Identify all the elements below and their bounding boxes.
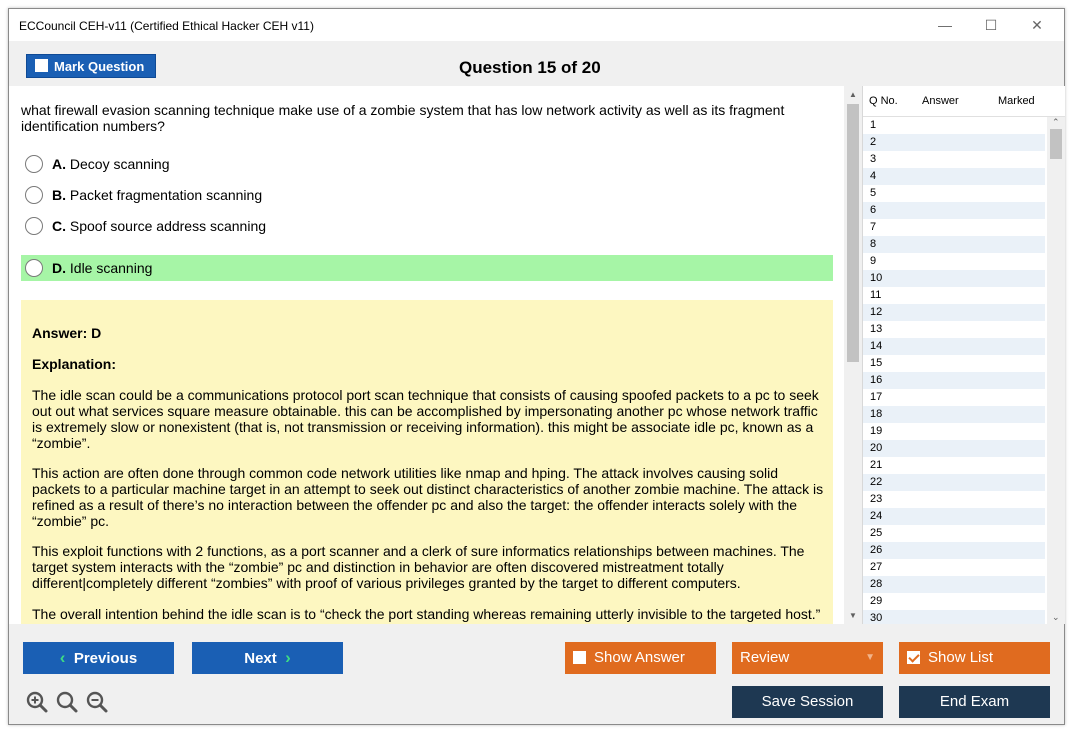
answer-line: Answer: D [32,325,102,341]
explanation-paragraph: The idle scan could be a communications protocol port scan technique that consists of causing spoofed packets to a pc to seek out out what services square measure obtainable. this can be accomplished by impersonating another pc whose network traffic is extremely slow or nonexistent (that is, not transmission or receiving information). this might be associate idle pc, known as a “zombie”. [32,387,819,451]
question-list-row[interactable]: 17 [870,391,883,403]
save-session-button[interactable]: Save Session [732,686,883,718]
window-title: ECCouncil CEH-v11 (Certified Ethical Hacker CEH v11) [19,19,314,33]
option-b[interactable] [21,182,833,208]
mark-question-button[interactable] [26,54,156,78]
question-list-row[interactable]: 22 [863,474,1045,491]
footer-toolbar [9,624,1064,724]
explanation-paragraph: This exploit functions with 2 functions, as a port scanner and a clerk of sure informatics relationships between machines. The target system interacts with the “zombie” pc and distinction in behavior are often discovered mistreatment totally different|completely different “zombies” with proof of various privileges granted by the target to different computers. [32,543,805,591]
question-list-row[interactable]: 13 [870,323,883,335]
list-scroll-up-icon[interactable]: ⌃ [1052,117,1060,127]
show-list-checkbox[interactable] [907,651,920,664]
question-list-row[interactable]: 7 [870,221,877,233]
option-d-text: D. Idle scanning [52,260,153,276]
zoom-out-icon[interactable] [85,690,109,714]
qno-column-header: Q No. [869,95,898,107]
question-list-row[interactable]: 14 [863,338,1045,355]
explanation-paragraph: The overall intention behind the idle scan is to “check the port standing whereas remaining utterly invisible to the targeted host.” [32,606,821,622]
question-list-row[interactable]: 2 [863,134,1045,151]
question-list-row[interactable]: 1 [870,119,877,131]
radio-icon[interactable] [25,186,43,204]
question-scrollbar[interactable] [844,86,862,624]
review-dropdown[interactable]: Review ▼ [732,642,883,674]
question-list-row[interactable]: 24 [863,508,1045,525]
answer-panel [21,300,833,624]
radio-icon[interactable] [25,155,43,173]
answer-column-header: Answer [922,95,959,107]
title-bar [9,9,1064,41]
option-c-text: C. Spoof source address scanning [52,218,267,234]
question-list-row[interactable]: 3 [870,153,877,165]
question-list-row[interactable]: 8 [863,236,1045,253]
explanation-label: Explanation: [32,356,117,372]
chevron-left-icon: ‹ [59,648,66,667]
question-list-row[interactable]: 30 [863,610,1045,624]
question-header [9,41,1064,86]
mark-checkbox-icon [35,59,48,72]
radio-icon[interactable] [25,259,43,277]
question-list-panel [862,86,1065,624]
question-list-row[interactable]: 26 [863,542,1045,559]
show-answer-checkbox[interactable] [573,651,586,664]
option-d[interactable] [21,255,833,281]
maximize-button[interactable]: ☐ [984,17,998,33]
scrollbar-thumb[interactable] [847,104,859,362]
list-scrollbar-thumb[interactable] [1050,129,1062,159]
option-a-text: A. Decoy scanning [52,156,170,172]
question-list-row[interactable]: 4 [863,168,1045,185]
question-list-row[interactable]: 19 [870,425,883,437]
question-list-row[interactable]: 15 [870,357,883,369]
question-list-row[interactable]: 20 [863,440,1045,457]
close-button[interactable]: ✕ [1031,17,1043,33]
question-list-row[interactable]: 6 [863,202,1045,219]
marked-column-header: Marked [998,95,1035,107]
dropdown-arrow-icon: ▼ [865,652,875,663]
question-list-row[interactable]: 29 [870,595,883,607]
chevron-right-icon: › [285,648,291,667]
explanation-paragraph: This action are often done through common code network utilities like nmap and hping. The attack involves causing solid packets to a particular machine target in an attempt to seek out distinct characteristics of another zombie machine. The attack is refined as a result of there’s no interaction between the offender pc and also the target: the offender interacts solely with the “zombie” pc. [32,465,824,529]
end-exam-button[interactable]: End Exam [899,686,1050,718]
question-list-row[interactable]: 21 [870,459,883,471]
show-answer-toggle[interactable]: Show Answer [565,642,716,674]
question-list-row[interactable]: 16 [863,372,1045,389]
question-list-row[interactable]: 11 [870,289,882,301]
question-list-row[interactable]: 28 [863,576,1045,593]
list-scroll-down-icon[interactable]: ⌄ [1052,612,1060,622]
zoom-in-icon[interactable] [25,690,49,714]
radio-icon[interactable] [25,217,43,235]
question-list-row[interactable]: 23 [870,493,883,505]
question-list-row[interactable]: 25 [870,527,883,539]
question-text: what firewall evasion scanning technique make use of a zombie system that has low network activity as well as its fragment identification numbers? [21,102,785,134]
next-button[interactable]: Next › [192,642,343,674]
show-list-toggle[interactable]: Show List [899,642,1050,674]
question-list-row[interactable]: 10 [863,270,1045,287]
question-list-row[interactable]: 9 [870,255,877,267]
minimize-button[interactable]: — [938,17,952,33]
question-list-row[interactable]: 12 [863,304,1045,321]
question-list-scrollbar[interactable] [1047,117,1065,624]
previous-button[interactable]: ‹ Previous [23,642,174,674]
question-pane [9,86,844,624]
question-list-row[interactable]: 18 [863,406,1045,423]
question-list-rows [863,117,1045,624]
mark-question-label: Mark Question [54,59,145,74]
question-list-row[interactable]: 27 [870,561,883,573]
option-b-text: B. Packet fragmentation scanning [52,187,263,203]
exam-window [8,8,1065,725]
question-list-header [863,86,1065,117]
question-list-row[interactable]: 5 [870,187,877,199]
zoom-reset-icon[interactable] [55,690,79,714]
scroll-down-icon[interactable]: ▼ [849,611,857,620]
question-counter: Question 15 of 20 [459,58,601,77]
scroll-up-icon[interactable]: ▲ [849,90,857,99]
option-a[interactable] [21,151,833,177]
option-c[interactable] [21,213,833,239]
